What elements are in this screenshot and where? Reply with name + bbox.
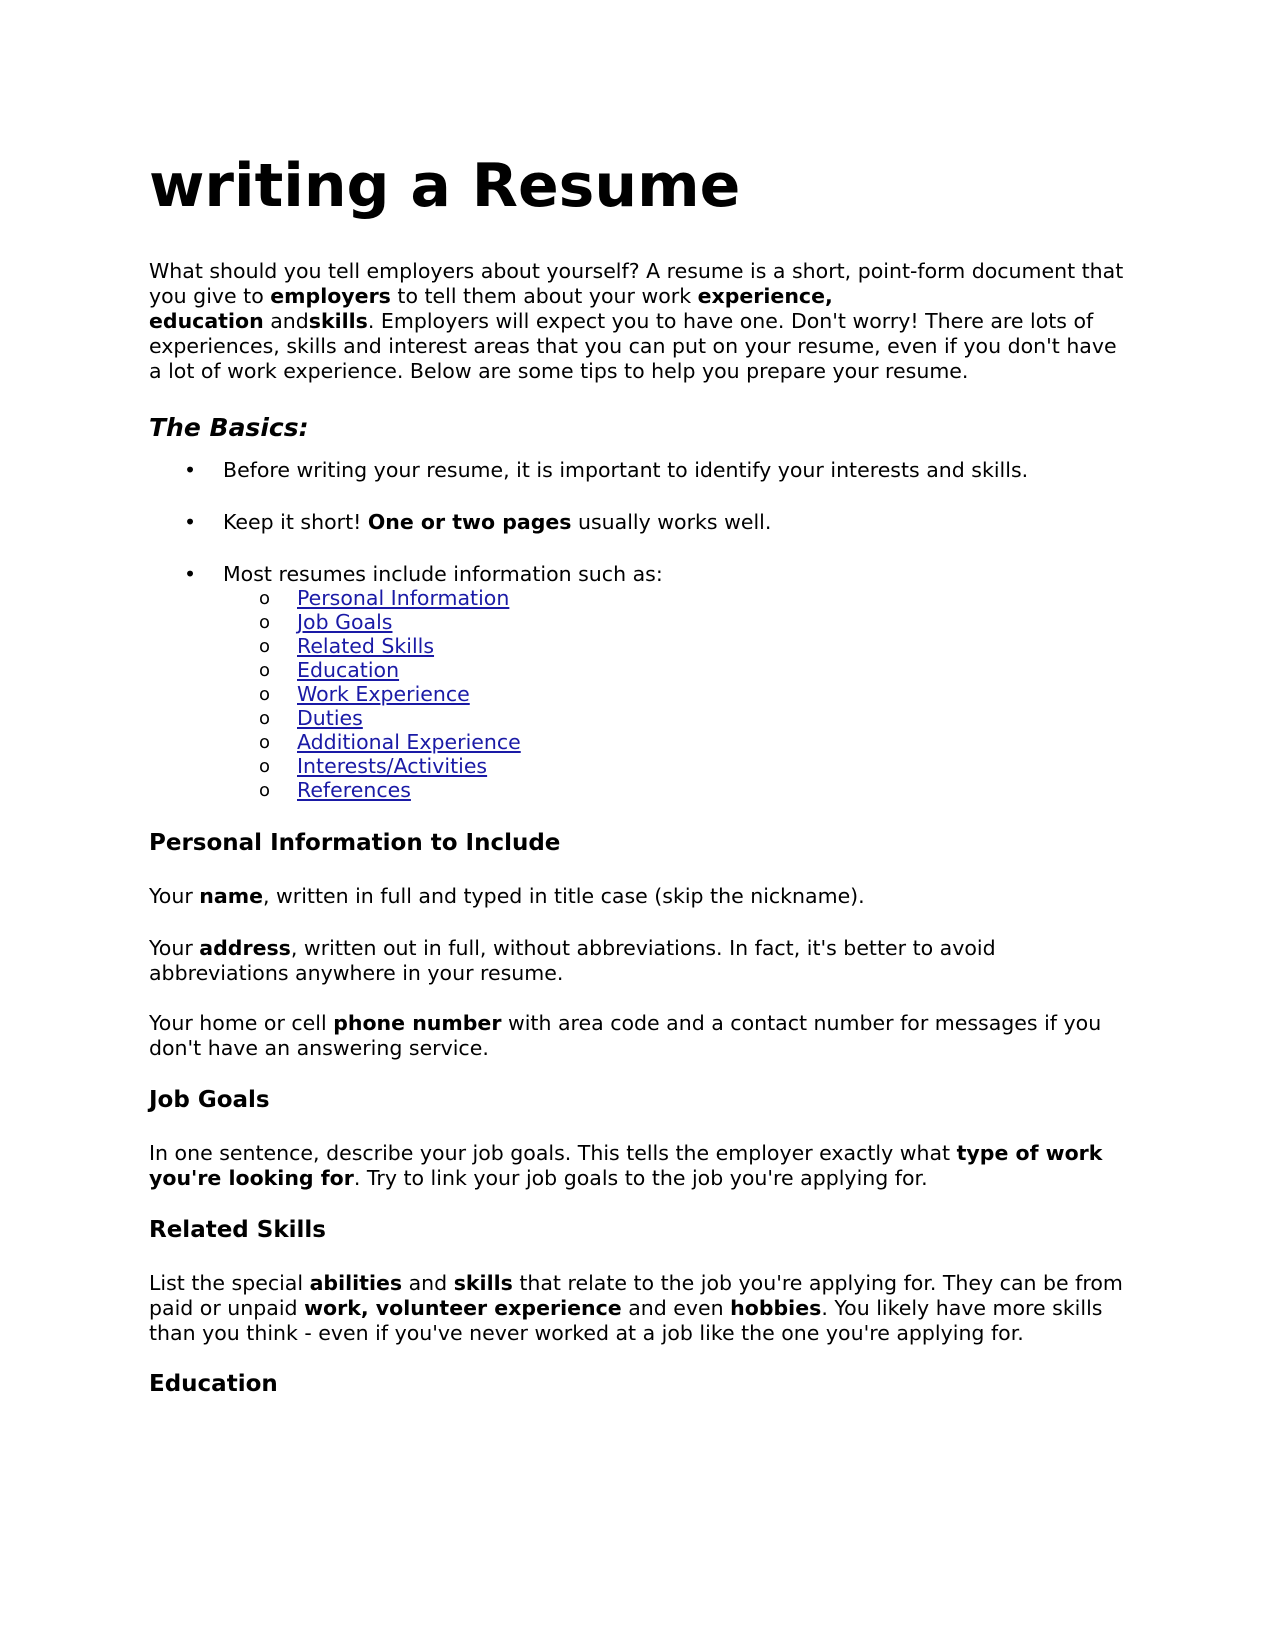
text: that relate to the job you're applying for. They can be from paid or unpaid (149, 1271, 1123, 1320)
circle-bullet-icon: o (259, 732, 271, 753)
bullet-text-pre: Keep it short! (223, 510, 368, 534)
text: Your home or cell (149, 1011, 334, 1035)
text: and (402, 1271, 454, 1295)
circle-bullet-icon: o (259, 612, 271, 633)
link-duties[interactable]: Duties (297, 706, 363, 730)
personal-address-paragraph (149, 936, 1129, 986)
bold-address: address (199, 936, 291, 960)
personal-info-heading: Personal Information to Include (149, 830, 561, 856)
link-additional-experience[interactable]: Additional Experience (297, 730, 521, 754)
text: Your (149, 884, 200, 908)
bullet-text (223, 510, 771, 535)
bullet-text: Most resumes include information such as: (223, 562, 663, 586)
job-goals-heading: Job Goals (149, 1087, 270, 1113)
text: List the special (149, 1271, 310, 1295)
basics-heading: The Basics: (149, 413, 309, 442)
text: Your (149, 936, 200, 960)
text: with area code and a contact number for messages if you don't have an answering service. (149, 1011, 1102, 1060)
circle-bullet-icon: o (259, 780, 271, 801)
bold-work-volunteer: work, volunteer experience (304, 1296, 622, 1320)
bold-skills: skills (453, 1271, 513, 1295)
intro-bold-education: education (149, 309, 264, 333)
intro-text-1: What should you tell employers about yourself? A resume is a short, point-form document that you give to (149, 259, 1124, 308)
bold-name: name (199, 884, 263, 908)
circle-bullet-icon: o (259, 756, 271, 777)
text: . You likely have more skills than you think - even if you've never worked at a job like the one you're applying for. (149, 1296, 1103, 1345)
circle-bullet-icon: o (259, 708, 271, 729)
link-interests-activities[interactable]: Interests/Activities (297, 754, 488, 778)
intro-text-2: to tell them about your work (390, 284, 698, 308)
text: , written in full and typed in title case (skip the nickname). (262, 884, 865, 908)
personal-phone-paragraph (149, 1011, 1129, 1061)
text: and even (621, 1296, 731, 1320)
bullet-icon: • (184, 562, 197, 586)
page-title: writing a Resume (149, 151, 741, 221)
bold-hobbies: hobbies (730, 1296, 822, 1320)
intro-bold-experience: experience, (697, 284, 833, 308)
job-goals-paragraph (149, 1141, 1129, 1191)
bold-type-of-work: type of work you're looking for (149, 1141, 1103, 1190)
circle-bullet-icon: o (259, 636, 271, 657)
link-job-goals[interactable]: Job Goals (297, 610, 393, 634)
intro-paragraph (149, 259, 1129, 384)
related-skills-paragraph (149, 1271, 1129, 1346)
intro-text-3: and (263, 309, 309, 333)
circle-bullet-icon: o (259, 660, 271, 681)
bold-abilities: abilities (309, 1271, 403, 1295)
bullet-text: Before writing your resume, it is important to identify your interests and skills. (223, 458, 1029, 482)
link-work-experience[interactable]: Work Experience (297, 682, 470, 706)
circle-bullet-icon: o (259, 588, 271, 609)
bullet-text-bold: One or two pages (367, 510, 572, 534)
text: In one sentence, describe your job goals. This tells the employer exactly what (149, 1141, 957, 1165)
related-skills-heading: Related Skills (149, 1217, 326, 1243)
bold-phone-number: phone number (333, 1011, 502, 1035)
link-related-skills[interactable]: Related Skills (297, 634, 435, 658)
intro-bold-skills: skills (308, 309, 368, 333)
bullet-icon: • (184, 510, 197, 534)
link-personal-information[interactable]: Personal Information (297, 586, 510, 610)
text: , written out in full, without abbreviations. In fact, it's better to avoid abbreviations anywhere in your resume. (149, 936, 996, 985)
bullet-text-post: usually works well. (571, 510, 772, 534)
education-heading: Education (149, 1371, 278, 1397)
text: . Try to link your job goals to the job you're applying for. (353, 1166, 928, 1190)
circle-bullet-icon: o (259, 684, 271, 705)
intro-text-4: . Employers will expect you to have one. Don't worry! There are lots of experiences, skills and interest areas that you can put on your resume, even if you don't have a lot of work experience. Below are some tips to help you prepare your resume. (149, 309, 1117, 383)
personal-name-paragraph (149, 884, 1129, 909)
bullet-icon: • (184, 458, 197, 482)
intro-bold-employers: employers (270, 284, 391, 308)
link-references[interactable]: References (297, 778, 411, 802)
link-education[interactable]: Education (297, 658, 400, 682)
